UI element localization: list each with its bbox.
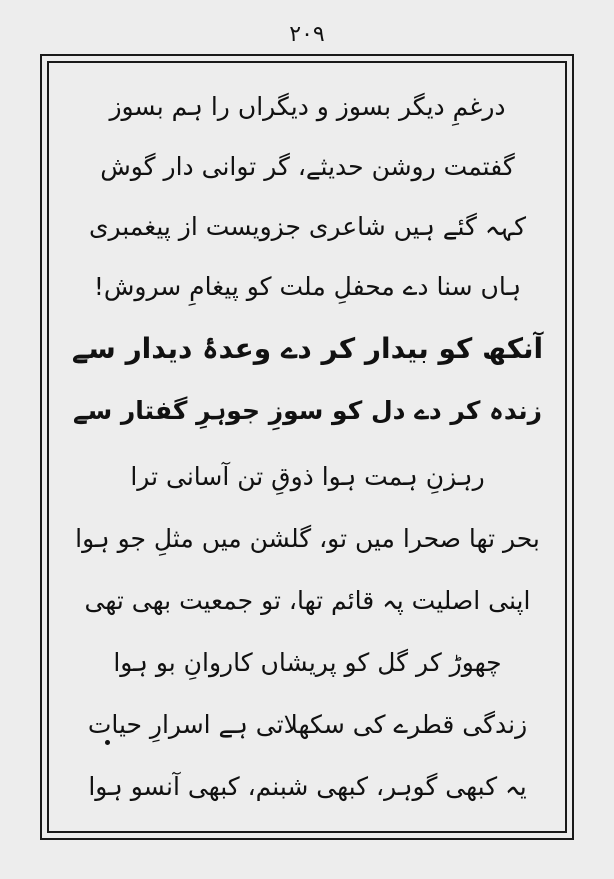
verse-line: رہزنِ ہمت ہوا ذوقِ تن آسانی ترا — [130, 462, 485, 491]
verse-line: زندگی قطرے کی سکھلاتی ہے اسرارِ حیات — [87, 710, 528, 739]
poem-body — [60, 80, 555, 820]
verse-line: یہ کبھی گوہر، کبھی شبنم، کبھی آنسو ہوا — [88, 772, 527, 801]
page-number: ۲۰۹ — [289, 22, 325, 47]
verse-line: کہہ گئے ہیں شاعری جزویست از پیغمبری — [88, 212, 527, 241]
verse-line: درغمِ دیگر بسوز و دیگراں را ہم بسوز — [109, 92, 506, 121]
verse-line: آنکھ کو بیدار کر دے وعدۂ دیدار سے — [71, 332, 544, 365]
verse-marker-dot — [105, 740, 110, 745]
verse-line: بحر تھا صحرا میں تو، گلشن میں مثلِ جو ہوا — [75, 524, 540, 553]
verse-line: زندہ کر دے دل کو سوزِ جوہرِ گفتار سے — [72, 396, 543, 425]
verse-line: گفتمت روشن حدیثے، گر توانی دار گوش — [100, 152, 515, 181]
verse-line: اپنی اصلیت پہ قائم تھا، تو جمعیت بھی تھی — [84, 586, 531, 615]
verse-line: ہاں سنا دے محفلِ ملت کو پیغامِ سروش! — [93, 272, 522, 301]
verse-line: چھوڑ کر گل کو پریشاں کاروانِ بو ہوا — [113, 648, 502, 677]
